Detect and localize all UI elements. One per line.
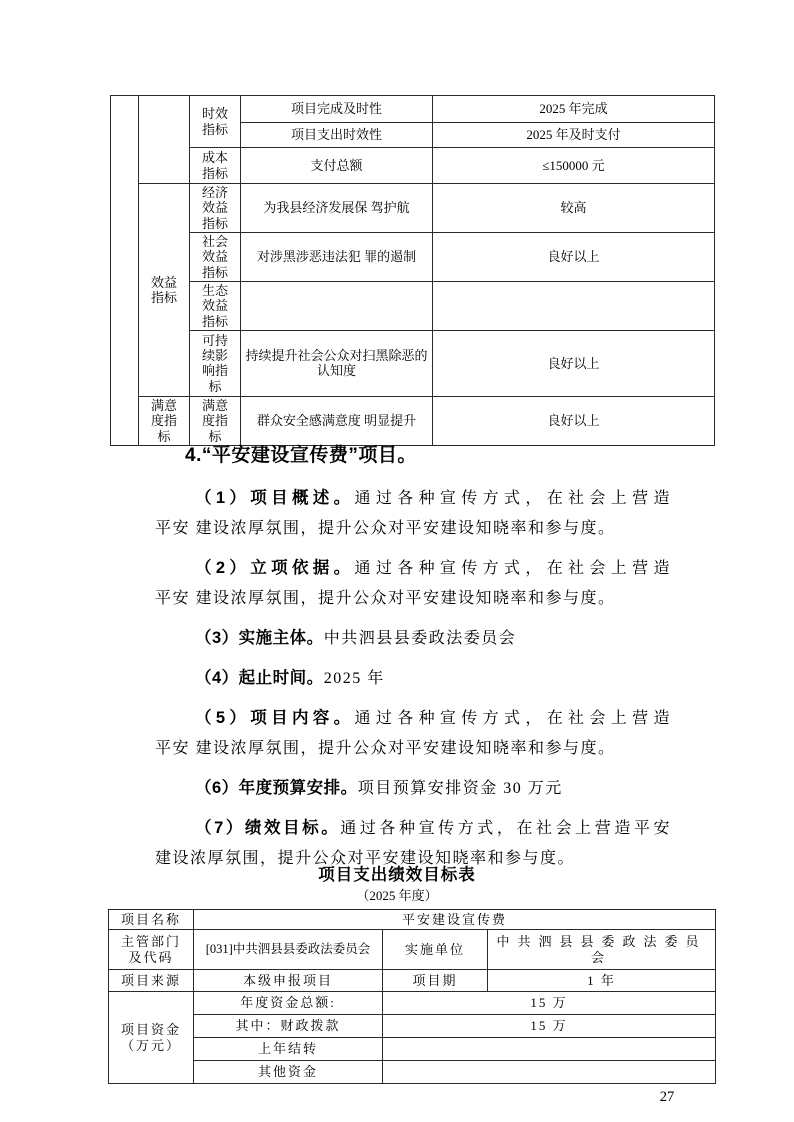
paragraph-content	[155, 703, 671, 764]
paragraph-basis	[155, 553, 671, 614]
fund-item-name: 年度资金总额:	[194, 992, 383, 1015]
indicator-name-cell: 对涉黑涉恶违法犯 罪的遏制	[241, 232, 433, 281]
paragraph-text: 项目预算安排资金 30 万元	[357, 780, 563, 797]
paragraph-text: 中共泗县县委政法委员会	[323, 630, 517, 647]
indicator-name-cell: 项目完成及时性	[241, 96, 433, 123]
impl-value: 中共泗县县委政法委员会	[488, 930, 716, 970]
indicator-value-cell: 良好以上	[433, 232, 715, 281]
table-row	[111, 96, 715, 123]
paragraph-budget	[155, 773, 671, 804]
indicator-name-cell: 持续提升社会公众对扫黑除恶的认知度	[241, 330, 433, 396]
project-name-value: 平安建设宣传费	[194, 910, 716, 930]
table-row	[109, 1015, 716, 1038]
group-cell-benefit: 效益指标	[139, 184, 190, 397]
paragraph-line	[155, 483, 671, 514]
indicator-value-cell	[433, 281, 715, 330]
table-row	[109, 930, 716, 970]
section-4-text-block	[155, 441, 671, 883]
dept-label: 主管部门及代码	[109, 930, 194, 970]
paragraph-line	[155, 663, 671, 694]
paragraph-text: 通过各种宣传方式，在社会上营造平安	[340, 820, 671, 837]
paragraph-text: 通过各种宣传方式，在社会上营造	[354, 560, 671, 577]
table-row	[111, 396, 715, 445]
paragraph-line	[155, 703, 671, 734]
paragraph-line: 平安 建设浓厚氛围，提升公众对平安建设知晓率和参与度。	[155, 520, 616, 537]
fund-item-name: 其中：财政拨款	[194, 1015, 383, 1038]
section-heading: 4.“平安建设宣传费”项目。	[185, 445, 417, 466]
indicator-name-cell: 群众安全感满意度 明显提升	[241, 396, 433, 445]
source-value: 本级申报项目	[194, 970, 383, 992]
indicator-value-cell: 良好以上	[433, 330, 715, 396]
table-row	[109, 1061, 716, 1084]
fund-item-name: 上年结转	[194, 1038, 383, 1061]
indicator-value-cell: 2025 年及时支付	[433, 123, 715, 148]
paragraph-line	[155, 623, 671, 654]
table-row	[111, 281, 715, 330]
fund-label: 项目资金（万元）	[109, 992, 194, 1084]
period-label: 项目期	[383, 970, 488, 992]
indicator-category-cell: 社会效益指标	[190, 232, 241, 281]
paragraph-label: （5）项目内容。	[195, 709, 355, 727]
indicator-name-cell: 项目支出时效性	[241, 123, 433, 148]
indicator-value-cell: 良好以上	[433, 396, 715, 445]
table-row	[109, 910, 716, 930]
paragraph-line	[155, 553, 671, 584]
impl-label: 实施单位	[383, 930, 488, 970]
fund-item-value: 15 万	[383, 1015, 716, 1038]
paragraph-label: （3）实施主体。	[195, 629, 324, 647]
paragraph-line	[155, 773, 671, 804]
table-row	[109, 970, 716, 992]
indicator-category-cell: 经济效益指标	[190, 184, 241, 233]
table-row	[111, 148, 715, 184]
table-row	[109, 992, 716, 1015]
table-row	[111, 330, 715, 396]
indicator-value-cell: 较高	[433, 184, 715, 233]
paragraph-text: 通过各种宣传方式，在社会上营造	[354, 710, 671, 727]
goal-table-title: 项目支出绩效目标表	[318, 866, 476, 884]
indicator-name-cell: 为我县经济发展保 驾护航	[241, 184, 433, 233]
paragraph-label: （2）立项依据。	[195, 559, 355, 577]
indicator-table-continued	[110, 95, 715, 446]
indicator-category-cell: 时效指标	[190, 96, 241, 148]
paragraph-overview	[155, 483, 671, 544]
fund-item-value: 15 万	[383, 992, 716, 1015]
indicator-category-cell: 成本指标	[190, 148, 241, 184]
goal-table-subtitle: （2025 年度）	[356, 888, 438, 903]
paragraph-label: （1）项目概述。	[195, 489, 355, 507]
page-number: 27	[659, 1089, 675, 1105]
paragraph-period	[155, 663, 671, 694]
paragraph-label: （7）绩效目标。	[195, 819, 341, 837]
dept-value: [031]中共泗县县委政法委员会	[194, 930, 383, 970]
paragraph-line: 建设浓厚氛围，提升公众对平安建设知晓率和参与度。	[155, 850, 576, 867]
table-row	[109, 1038, 716, 1061]
indicator-value-cell: ≤150000 元	[433, 148, 715, 184]
paragraph-text: 2025 年	[323, 670, 385, 687]
indicator-name-cell: 支付总额	[241, 148, 433, 184]
spacer-cell	[111, 96, 139, 446]
indicator-value-cell: 2025 年完成	[433, 96, 715, 123]
group-cell-output-continued	[139, 96, 190, 184]
goal-table-block	[0, 864, 794, 1084]
paragraph-label: （4）起止时间。	[195, 669, 324, 687]
period-value: 1 年	[488, 970, 716, 992]
indicator-category-cell: 满意度指标	[190, 396, 241, 445]
paragraph-implementer	[155, 623, 671, 654]
paragraph-line	[155, 813, 671, 844]
table-row	[111, 184, 715, 233]
paragraph-line: 平安 建设浓厚氛围，提升公众对平安建设知晓率和参与度。	[155, 590, 616, 607]
paragraph-text: 通过各种宣传方式，在社会上营造	[354, 490, 671, 507]
fund-item-value	[383, 1038, 716, 1061]
indicator-category-cell: 可持续影响指标	[190, 330, 241, 396]
paragraph-label: （6）年度预算安排。	[195, 779, 358, 797]
indicator-name-cell	[241, 281, 433, 330]
fund-item-name: 其他资金	[194, 1061, 383, 1084]
group-cell-satisfaction: 满意度指标	[139, 396, 190, 445]
goal-table	[108, 909, 716, 1084]
source-label: 项目来源	[109, 970, 194, 992]
fund-item-value	[383, 1061, 716, 1084]
table-row	[111, 232, 715, 281]
paragraph-line: 平安 建设浓厚氛围，提升公众对平安建设知晓率和参与度。	[155, 740, 616, 757]
indicator-category-cell: 生态效益指标	[190, 281, 241, 330]
project-name-label: 项目名称	[109, 910, 194, 930]
